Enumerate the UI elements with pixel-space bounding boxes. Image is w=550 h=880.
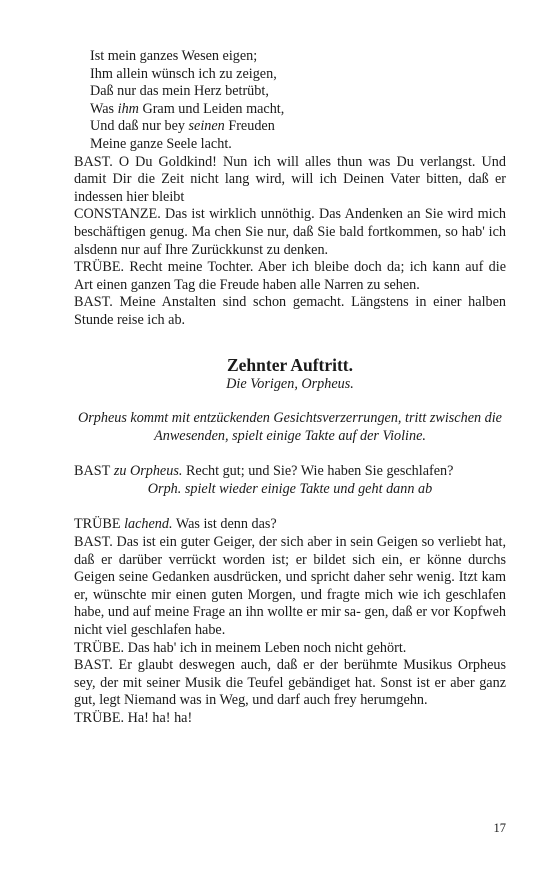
stage-direction: Orpheus kommt mit entzückenden Gesichtsverzerrungen, tritt zwischen die Anwesenden, spielt einige Takte auf der Violine. [78, 410, 502, 444]
dialogue-paragraph: TRÜBE. Recht meine Tochter. Aber ich bleibe doch da; ich kann auf die Art einen ganzen Tag die Freude haben alle Narren zu sehen. [74, 259, 506, 293]
dialogue-paragraph: TRÜBE. Ha! ha! ha! [74, 710, 193, 726]
verse-line: Was ihm Gram und Leiden macht, [90, 100, 285, 117]
dialogue-paragraph: BAST. Meine Anstalten sind schon gemacht. Längstens in einer halben Stunde reise ich ab. [74, 294, 506, 328]
emphasis: seinen [188, 118, 225, 135]
verse-line: Ist mein ganzes Wesen eigen; [90, 48, 258, 64]
scene-cast: Die Vorigen, Orpheus. [226, 375, 354, 392]
dialogue-paragraph: TRÜBE. Das hab' ich in meinem Leben noch nicht gehört. [74, 639, 407, 656]
stage-direction: Orph. spielt wieder einige Takte und geht dann ab [147, 480, 433, 497]
speaker-name: BAST [74, 463, 111, 480]
scene-title: Zehnter Auftritt. [226, 354, 354, 375]
verse-line: Daß nur das mein Herz betrübt, [90, 83, 269, 100]
verse-line: Meine ganze Seele lacht. [90, 135, 232, 152]
book-page [74, 48, 506, 728]
verse-line: Und daß nur bey seinen Freuden [90, 118, 275, 135]
stage-direction-inline: zu Orpheus. [110, 463, 183, 480]
dialogue-paragraph: BAST. Das ist ein guter Geiger, der sich aber in sein Geigen so verliebt hat, daß er darüber verrückt worden ist; er bildet sich ein, er könne durchs Geigen seine Gedanken ausdrücken, und spricht daher sehr wenig. Itzt kam er, wünschte mir einen guten Morgen, und fragte mich wie ich geschlafen habe, und auf meine Frage an ihn wollte er mir sa- gen, daß er vor Kopfweh nicht viel geschlafen habe. [74, 534, 506, 639]
dialogue-paragraph: BAST zu Orpheus. Recht gut; und Sie? Wie haben Sie geschlafen? [74, 463, 454, 480]
dialogue-paragraph: CONSTANZE. Das ist wirklich unnöthig. Das Andenken an Sie wird mich beschäftigen genug. Ma chen Sie nur, daß Sie bald fortkommen, so hab' ich alsdenn nur auf Ihre Zurückkunst zu denken. [74, 206, 506, 258]
speaker-name: TRÜBE [74, 516, 121, 533]
dialogue-paragraph: BAST. O Du Goldkind! Nun ich will alles thun was Du verlangst. Und damit Dir die Zeit nicht lang wird, will ich Deinen Vater bitten, daß er indessen hier bleibt [74, 153, 506, 205]
stage-direction-inline: lachend. [120, 516, 173, 533]
verse-block [74, 48, 506, 154]
page-number: 17 [493, 821, 506, 835]
dialogue-paragraph: TRÜBE lachend. Was ist denn das? [74, 516, 277, 533]
verse-line: Ihm allein wünsch ich zu zeigen, [90, 65, 277, 82]
dialogue-paragraph: BAST. Er glaubt deswegen auch, daß er der berühmte Musikus Orpheus sey, der mit seiner Musik die Teufel gebändiget hat. Sonst ist er aber ganz gut, legt Niemand was in Weg, und darf auch frey herumgehn. [74, 657, 506, 709]
emphasis: ihm [117, 100, 139, 117]
